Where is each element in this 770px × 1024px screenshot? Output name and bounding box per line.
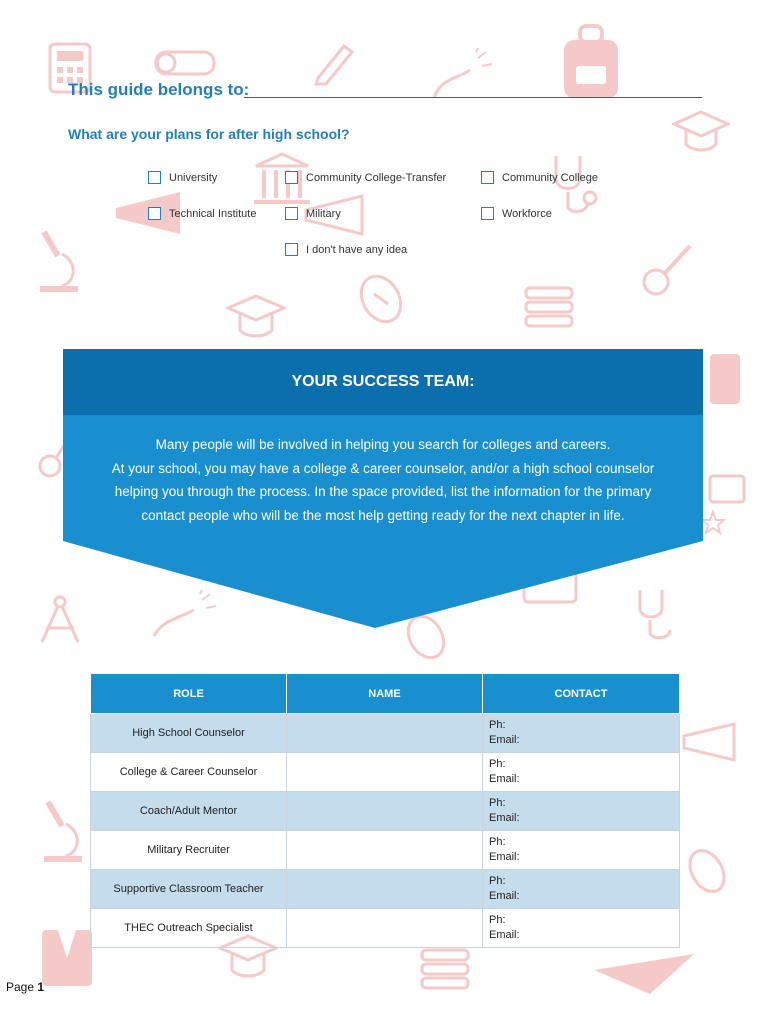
- pencil-icon: [310, 40, 356, 86]
- checkbox[interactable]: [148, 207, 161, 220]
- role-cell: Coach/Adult Mentor: [91, 792, 287, 831]
- email-label: Email:: [489, 929, 520, 941]
- phone-label: Ph:: [489, 875, 506, 887]
- table-row: [91, 753, 680, 792]
- megaphone-icon: [680, 720, 740, 764]
- checkbox[interactable]: [285, 171, 298, 184]
- name-cell[interactable]: [287, 831, 483, 870]
- phone-label: Ph:: [489, 836, 506, 848]
- option-university[interactable]: [148, 171, 217, 184]
- star-icon: [700, 510, 726, 536]
- phone-label: Ph:: [489, 719, 506, 731]
- table-row: [91, 831, 680, 870]
- books-icon: [418, 946, 474, 994]
- description-line: At your school, you may have a college & career counselor, and/or a high school counselor: [111, 460, 655, 476]
- name-cell[interactable]: [287, 909, 483, 948]
- checkbox[interactable]: [481, 171, 494, 184]
- role-cell: Military Recruiter: [91, 831, 287, 870]
- option-label: Workforce: [502, 207, 552, 220]
- contact-cell[interactable]: [483, 870, 680, 909]
- column-header-name: NAME: [287, 674, 483, 714]
- success-team-table: [90, 673, 680, 948]
- phone-label: Ph:: [489, 914, 506, 926]
- contact-cell[interactable]: [483, 831, 680, 870]
- option-military[interactable]: [285, 207, 341, 220]
- graduation-cap-icon: [672, 108, 730, 158]
- table-header-row: [91, 674, 680, 714]
- description-line: Many people will be involved in helping you search for colleges and careers.: [155, 437, 611, 452]
- microscope-icon: [32, 226, 84, 296]
- table-row: [91, 870, 680, 909]
- column-header-contact: CONTACT: [483, 674, 680, 714]
- contact-cell[interactable]: [483, 909, 680, 948]
- email-label: Email:: [489, 812, 520, 824]
- page-number: [6, 980, 44, 994]
- email-label: Email:: [489, 734, 520, 746]
- phone-label: Ph:: [489, 758, 506, 770]
- success-team-title: YOUR SUCCESS TEAM:: [63, 349, 703, 415]
- table-row: [91, 792, 680, 831]
- page-word: Page: [6, 980, 35, 994]
- table-row: [91, 909, 680, 948]
- option-technical-institute[interactable]: [148, 207, 256, 220]
- contact-cell[interactable]: [483, 792, 680, 831]
- tuxedo-icon: [40, 928, 94, 988]
- checkbox[interactable]: [285, 207, 298, 220]
- football-icon: [686, 846, 728, 896]
- role-cell: High School Counselor: [91, 714, 287, 753]
- role-cell: College & Career Counselor: [91, 753, 287, 792]
- checkbox[interactable]: [148, 171, 161, 184]
- option-community-college-transfer[interactable]: [285, 171, 446, 184]
- graduation-cap-icon: [226, 292, 286, 346]
- option-label: Technical Institute: [169, 207, 257, 220]
- option-no-idea[interactable]: [285, 243, 407, 256]
- table-row: [91, 714, 680, 753]
- option-label: Community College-Transfer: [306, 171, 447, 184]
- art-tools-icon: [706, 350, 746, 410]
- option-label: University: [169, 171, 218, 184]
- books-icon: [522, 284, 578, 332]
- email-label: Email:: [489, 773, 520, 785]
- option-label: Military: [306, 207, 341, 220]
- name-cell[interactable]: [287, 870, 483, 909]
- column-header-role: ROLE: [91, 674, 287, 714]
- name-cell[interactable]: [287, 792, 483, 831]
- contact-cell[interactable]: [483, 753, 680, 792]
- role-cell: Supportive Classroom Teacher: [91, 870, 287, 909]
- owner-name-line[interactable]: [244, 97, 702, 98]
- guitar-icon: [640, 240, 696, 300]
- description-line: contact people who will be the most help getting ready for the next chapter in life.: [141, 507, 625, 523]
- football-icon: [356, 272, 406, 326]
- contact-cell[interactable]: [483, 714, 680, 753]
- welding-torch-icon: [430, 48, 496, 104]
- name-cell[interactable]: [287, 753, 483, 792]
- option-label: Community College: [502, 171, 598, 184]
- name-cell[interactable]: [287, 714, 483, 753]
- backpack-icon: [558, 22, 624, 102]
- stethoscope-icon: [548, 152, 600, 218]
- diploma-icon: [152, 44, 222, 84]
- belongs-label: This guide belongs to:: [68, 80, 250, 99]
- option-community-college[interactable]: [481, 171, 598, 184]
- email-label: Email:: [489, 851, 520, 863]
- email-label: Email:: [489, 890, 520, 902]
- phone-label: Ph:: [489, 797, 506, 809]
- role-cell: THEC Outreach Specialist: [91, 909, 287, 948]
- page-number-value: 1: [37, 980, 45, 994]
- description-line: helping you through the process. In the space provided, list the information for the primary: [114, 484, 652, 499]
- microscope-icon: [36, 796, 88, 866]
- success-team-description: [75, 433, 691, 527]
- ticket-icon: [706, 470, 750, 510]
- checkbox[interactable]: [481, 207, 494, 220]
- pennant-icon: [590, 950, 700, 1000]
- plans-question: What are your plans for after high school?: [68, 126, 350, 142]
- option-label: I don't have any idea: [306, 243, 408, 256]
- checkbox[interactable]: [285, 243, 298, 256]
- option-workforce[interactable]: [481, 207, 552, 220]
- success-team-banner: [63, 415, 703, 630]
